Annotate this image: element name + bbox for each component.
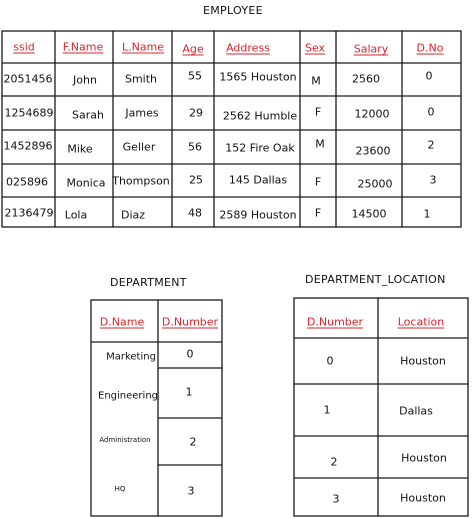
employee-cell: 12000 — [354, 107, 390, 121]
employee-cell: John — [73, 73, 97, 87]
employee-header-salary: Salary — [353, 42, 389, 56]
employee-header-fname: F.Name — [62, 40, 104, 54]
employee-cell: 1452896 — [3, 139, 53, 153]
employee-cell: F — [314, 206, 322, 220]
department-location-cell: 0 — [326, 354, 334, 368]
department-cell: 1 — [185, 385, 193, 399]
department-cell: HQ — [114, 485, 126, 493]
employee-cell: 2136479 — [4, 206, 54, 220]
employee-cell: 25000 — [357, 177, 393, 191]
employee-cell: 2589 Houston — [219, 208, 297, 222]
department-cell: Marketing — [106, 351, 156, 363]
employee-header-ssid: ssid — [13, 40, 35, 54]
employee-cell: Smith — [124, 72, 158, 86]
employee-cell: 025896 — [6, 175, 48, 189]
employee-cell: 48 — [188, 206, 202, 220]
employee-cell: 2560 — [352, 72, 380, 86]
department-location-table-title: DEPARTMENT_LOCATION — [305, 273, 446, 286]
employee-table-title: EMPLOYEE — [203, 4, 263, 17]
department-location-cell: Dallas — [399, 404, 433, 418]
department-cell: Administration — [99, 436, 151, 444]
employee-header-age: Age — [182, 42, 204, 56]
employee-cell: 1254689 — [4, 106, 54, 120]
employee-cell: Mike — [67, 142, 93, 156]
department-header-dnumber: D.Number — [161, 315, 219, 329]
department-cell: 0 — [186, 347, 194, 361]
employee-cell: Geller — [122, 140, 156, 154]
employee-cell: 29 — [189, 106, 203, 120]
department-location-cell: 1 — [323, 403, 331, 417]
employee-cell: M — [311, 74, 321, 88]
employee-cell: 56 — [188, 140, 202, 154]
department-location-header-location: Location — [397, 315, 445, 329]
department-header-dname: D.Name — [99, 315, 145, 329]
employee-cell: Diaz — [120, 208, 146, 222]
employee-cell: James — [125, 106, 159, 120]
department-location-cell: Houston — [400, 491, 446, 505]
employee-cell: 2562 Humble — [222, 109, 298, 123]
employee-cell: 0 — [427, 105, 435, 119]
department-location-cell: 2 — [330, 455, 338, 469]
department-cell: 2 — [189, 435, 197, 449]
employee-cell: 2051456 — [3, 72, 53, 86]
employee-cell: 1 — [423, 207, 431, 221]
department-cell: Engineering — [98, 390, 158, 402]
department-location-table-border — [294, 298, 468, 516]
department-location-header-dnumber: D.Number — [306, 315, 364, 329]
employee-header-lname: L.Name — [121, 40, 165, 54]
department-location-cell: Houston — [401, 451, 447, 465]
employee-cell: Sarah — [72, 108, 104, 122]
employee-cell: 25 — [189, 173, 203, 187]
employee-cell: Monica — [66, 176, 106, 190]
employee-header-address: Address — [226, 41, 270, 55]
employee-cell: M — [315, 137, 325, 151]
employee-cell: 23600 — [355, 144, 391, 158]
employee-cell: 14500 — [351, 207, 387, 221]
employee-cell: Lola — [64, 208, 88, 222]
employee-cell: 152 Fire Oak — [225, 141, 295, 155]
department-location-cell: 3 — [332, 492, 340, 506]
employee-header-sex: Sex — [304, 41, 326, 55]
employee-cell: 1565 Houston — [219, 70, 297, 84]
employee-cell: 2 — [427, 138, 435, 152]
employee-cell: 3 — [429, 173, 437, 187]
employee-cell: 55 — [188, 69, 202, 83]
department-cell: 3 — [187, 484, 195, 498]
employee-cell: 0 — [425, 69, 433, 83]
employee-cell: F — [314, 105, 322, 119]
employee-header-dno: D.No — [416, 41, 444, 55]
employee-cell: F — [314, 175, 322, 189]
department-table-title: DEPARTMENT — [110, 276, 187, 289]
employee-cell: 145 Dallas — [228, 173, 288, 187]
department-location-cell: Houston — [400, 354, 446, 368]
employee-cell: Thompson — [112, 174, 170, 188]
